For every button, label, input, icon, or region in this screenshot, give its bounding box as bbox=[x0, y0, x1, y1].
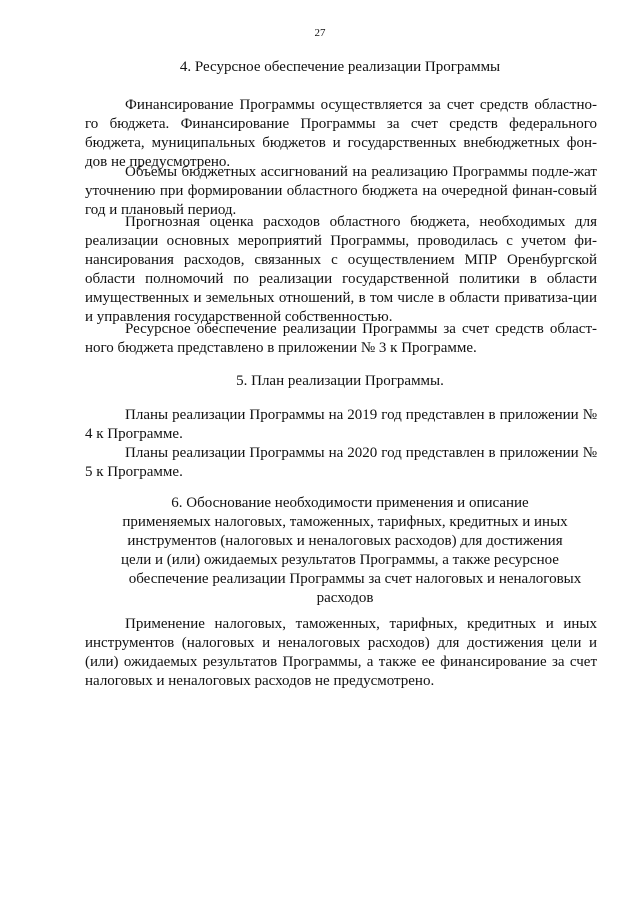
section-4-paragraph-2: Объемы бюджетных ассигнований на реализацию Программы подле-жат уточнению при формировании областного бюджета на очередной финан-совый год и плановый период. bbox=[85, 164, 597, 218]
page-number: 27 bbox=[314, 27, 326, 39]
section-5-paragraph-2: Планы реализации Программы на 2020 год представлен в приложении № 5 к Программе. bbox=[85, 445, 597, 480]
section-5-paragraph-1: Планы реализации Программы на 2019 год представлен в приложении № 4 к Программе. bbox=[85, 407, 597, 442]
section-6-heading-line: применяемых налоговых, таможенных, тарифных, кредитных и иных bbox=[122, 514, 568, 530]
section-6-heading-line: обеспечение реализации Программы за счет налоговых и неналоговых bbox=[128, 571, 582, 587]
section-6-paragraph: Применение налоговых, таможенных, тарифных, кредитных и иных инструментов (налоговых и неналоговых расходов) для достижения цели и (или) ожидаемых результатов Программы, а также ее финансирование за счет налоговых и неналоговых расходов не предусмотрено. bbox=[85, 616, 597, 689]
section-4-paragraph-1: Финансирование Программы осуществляется за счет средств областно-го бюджета. Финансирование Программы за счет средств федерального бюджета, муниципальных бюджетов и государственных внебюджетных фон-дов не предусмотрено. bbox=[85, 97, 597, 170]
section-5-heading: 5. План реализации Программы. bbox=[236, 373, 444, 389]
section-6-heading-line: инструментов (налоговых и неналоговых расходов) для достижения bbox=[127, 533, 563, 549]
section-4-heading: 4. Ресурсное обеспечение реализации Программы bbox=[179, 59, 501, 75]
section-6-heading-line: 6. Обоснование необходимости применения и описание bbox=[171, 495, 529, 511]
section-6-heading-line: цели и (или) ожидаемых результатов Программы, а также ресурсное bbox=[121, 552, 559, 568]
section-4-paragraph-3: Прогнозная оценка расходов областного бюджета, необходимых для реализации основных мероприятий Программы, проводилась с учетом фи-нансирования расходов, связанных с осуществлением МПР Оренбургской области полномочий по реализации государственной политики в области имущественных и земельных отношений, в том числе в области приватиза-ции и управления государственной собственностью. bbox=[85, 214, 597, 325]
section-6-heading-line: расходов bbox=[316, 590, 374, 606]
section-4-paragraph-4: Ресурсное обеспечение реализации Программы за счет средств област-ного бюджета представлено в приложении № 3 к Программе. bbox=[85, 321, 597, 356]
